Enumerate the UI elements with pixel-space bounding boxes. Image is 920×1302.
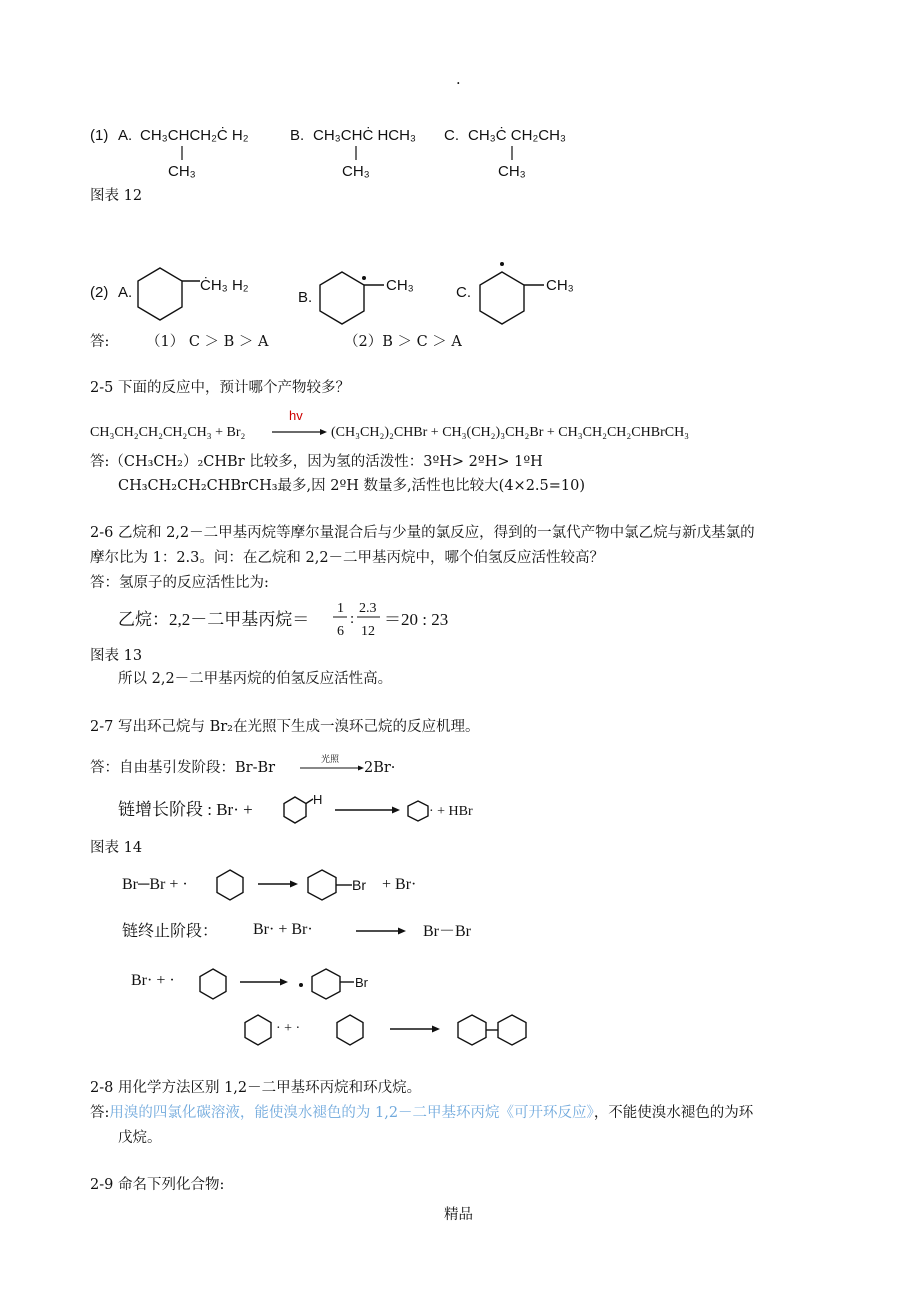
frac1-num: 1: [337, 601, 344, 616]
answer-2-5-line2: CH₃CH₂CH₂CHBrCH₃最多,因 2ºH 数量多,活性也比较大(4×2.5=10): [118, 478, 586, 494]
termination-step-1: [0, 914, 920, 954]
prop2-left: Br─Br + ·: [122, 876, 188, 893]
bicyclohexyl-ring-b: [498, 1015, 526, 1045]
figure-caption-13: 图表 13: [90, 648, 143, 664]
term-eq-right: Br－Br: [423, 923, 472, 940]
prop2-product-ring: [308, 870, 336, 900]
ring-c: [480, 272, 524, 324]
prop-label: 链增长阶段 : Br· +: [118, 800, 253, 819]
termination-step-2: [0, 960, 920, 1010]
footer-text: 精品: [444, 1207, 473, 1223]
prop-product: · + HBr: [429, 804, 473, 819]
row1-c-formula: CH₃Ċ CH₂CH₃: [468, 127, 567, 144]
ratio-equation: [0, 592, 920, 652]
reaction-2-5: [0, 406, 920, 446]
figure-caption-14: 图表 14: [90, 840, 143, 856]
propagation-step-1: [0, 790, 920, 840]
term-eq-left: Br· + Br·: [253, 921, 313, 938]
init-label: 答：自由基引发阶段：Br-Br: [90, 760, 276, 776]
answer-2-8-line2: 戊烷。: [118, 1130, 162, 1146]
question-2-8: 2-8 用化学方法区别 1,2－二甲基环丙烷和环戊烷。: [90, 1080, 422, 1096]
answer-24-part1: （1） C ＞ B ＞ A: [146, 334, 269, 350]
question-2-7: 2-7 写出环己烷与 Br₂在光照下生成一溴环己烷的反应机理。: [90, 719, 480, 735]
svg-text::: :: [350, 611, 355, 627]
question-2-6-line2: 摩尔比为 1：2.3。问：在乙烷和 2,2－二甲基丙烷中，哪个伯氢反应活性较高？: [90, 550, 605, 566]
term2-left: Br· + ·: [131, 972, 175, 989]
term2-radical: [200, 969, 226, 999]
reaction-reactants: CH₃CH₂CH₂CH₂CH₃ + Br₂: [90, 425, 246, 440]
row1-a-sub: CH₃: [168, 163, 196, 180]
eq-left: 乙烷：2,2－二甲基丙烷＝: [118, 610, 310, 629]
row1-a-formula: CH₃CHCH₂Ċ H₂: [140, 127, 249, 144]
initiation-step: [0, 750, 920, 790]
bicyclohexyl-ring-a: [458, 1015, 486, 1045]
init-condition: 光照: [321, 755, 340, 765]
row2-label: (2): [90, 284, 109, 301]
term2-br: Br: [355, 975, 368, 990]
init-product: 2Br·: [364, 760, 396, 776]
prop2-br: Br: [352, 877, 366, 893]
row1-label: (1): [90, 127, 109, 144]
question-2-5: 2-5 下面的反应中，预计哪个产物较多？: [90, 380, 350, 396]
radical-structures-row2: [0, 250, 920, 370]
answer-2-8-highlight: 用溴的四氯化碳溶液，能使溴水褪色的为 1,2－二甲基环丙烷《可开环反应》: [109, 1105, 594, 1121]
radical-structures-row1: [0, 0, 920, 200]
row2-c-prefix: C.: [456, 284, 471, 301]
row2-b-group: CH₃: [386, 277, 414, 294]
row1-c-sub: CH₃: [498, 163, 526, 180]
row1-b-sub: CH₃: [342, 163, 370, 180]
term-label: 链终止阶段：: [122, 923, 219, 940]
row1-c-prefix: C.: [444, 127, 459, 144]
row2-a-group: ĊH₃ H₂: [200, 277, 249, 294]
answer-2-6-intro: 答：氢原子的反应活性比为:: [90, 575, 269, 591]
row1-a-prefix: A.: [118, 127, 133, 144]
answer-label-24: 答:: [90, 334, 110, 350]
prop2-right: + Br·: [382, 876, 417, 893]
answer-2-5-line1: 答:（CH₃CH₂）₂CHBr 比较多，因为氢的活泼性：3ºH> 2ºH> 1ºH: [90, 454, 543, 470]
row2-c-group: CH₃: [546, 277, 574, 294]
frac1-den: 6: [337, 624, 344, 639]
termination-step-3: [0, 1010, 920, 1060]
answer-24-part2: （2）B ＞ C ＞ A: [344, 334, 462, 350]
prop-cyclohexane: [284, 797, 306, 823]
reaction-products: (CH₃CH₂)₂CHBr + CH₃(CH₂)₃CH₂Br + CH₃CH₂CH₂CHBrCH₃: [331, 425, 690, 440]
propagation-step-2: [0, 862, 920, 912]
eq-right: ＝20 : 23: [384, 610, 449, 629]
reaction-condition: hv: [289, 408, 303, 423]
term3-radical-b: [337, 1015, 363, 1045]
header-dot: .: [456, 72, 461, 88]
answer-2-8-label: 答:: [90, 1105, 110, 1121]
row1-b-prefix: B.: [290, 127, 305, 144]
term3-plus: · + ·: [276, 1021, 301, 1036]
figure-caption-12: 图表 12: [90, 188, 143, 204]
ring-b: [320, 272, 364, 324]
row2-b-prefix: B.: [298, 289, 313, 306]
row1-b-formula: CH₃CHĊ HCH₃: [313, 127, 417, 144]
term3-radical-a: [245, 1015, 271, 1045]
row2-a-prefix: A.: [118, 284, 133, 301]
answer-2-8-line1: [90, 1103, 753, 1123]
prop-radical: [408, 801, 428, 821]
question-2-6-line1: 2-6 乙烷和 2,2－二甲基丙烷等摩尔量混合后与少量的氯反应，得到的一氯代产物中氯乙烷与新戊基氯的: [90, 525, 755, 541]
conclusion-2-6: 所以 2,2－二甲基丙烷的伯氢反应活性高。: [118, 671, 393, 687]
prop-h: H: [313, 792, 323, 807]
question-2-9: 2-9 命名下列化合物:: [90, 1177, 225, 1193]
frac2-num: 2.3: [359, 601, 377, 616]
answer-2-8-rest: ，不能使溴水褪色的为环: [593, 1105, 754, 1121]
frac2-den: 12: [361, 624, 375, 639]
ring-a: [138, 268, 182, 320]
prop2-radical: [217, 870, 243, 900]
term2-product-ring: [312, 969, 340, 999]
